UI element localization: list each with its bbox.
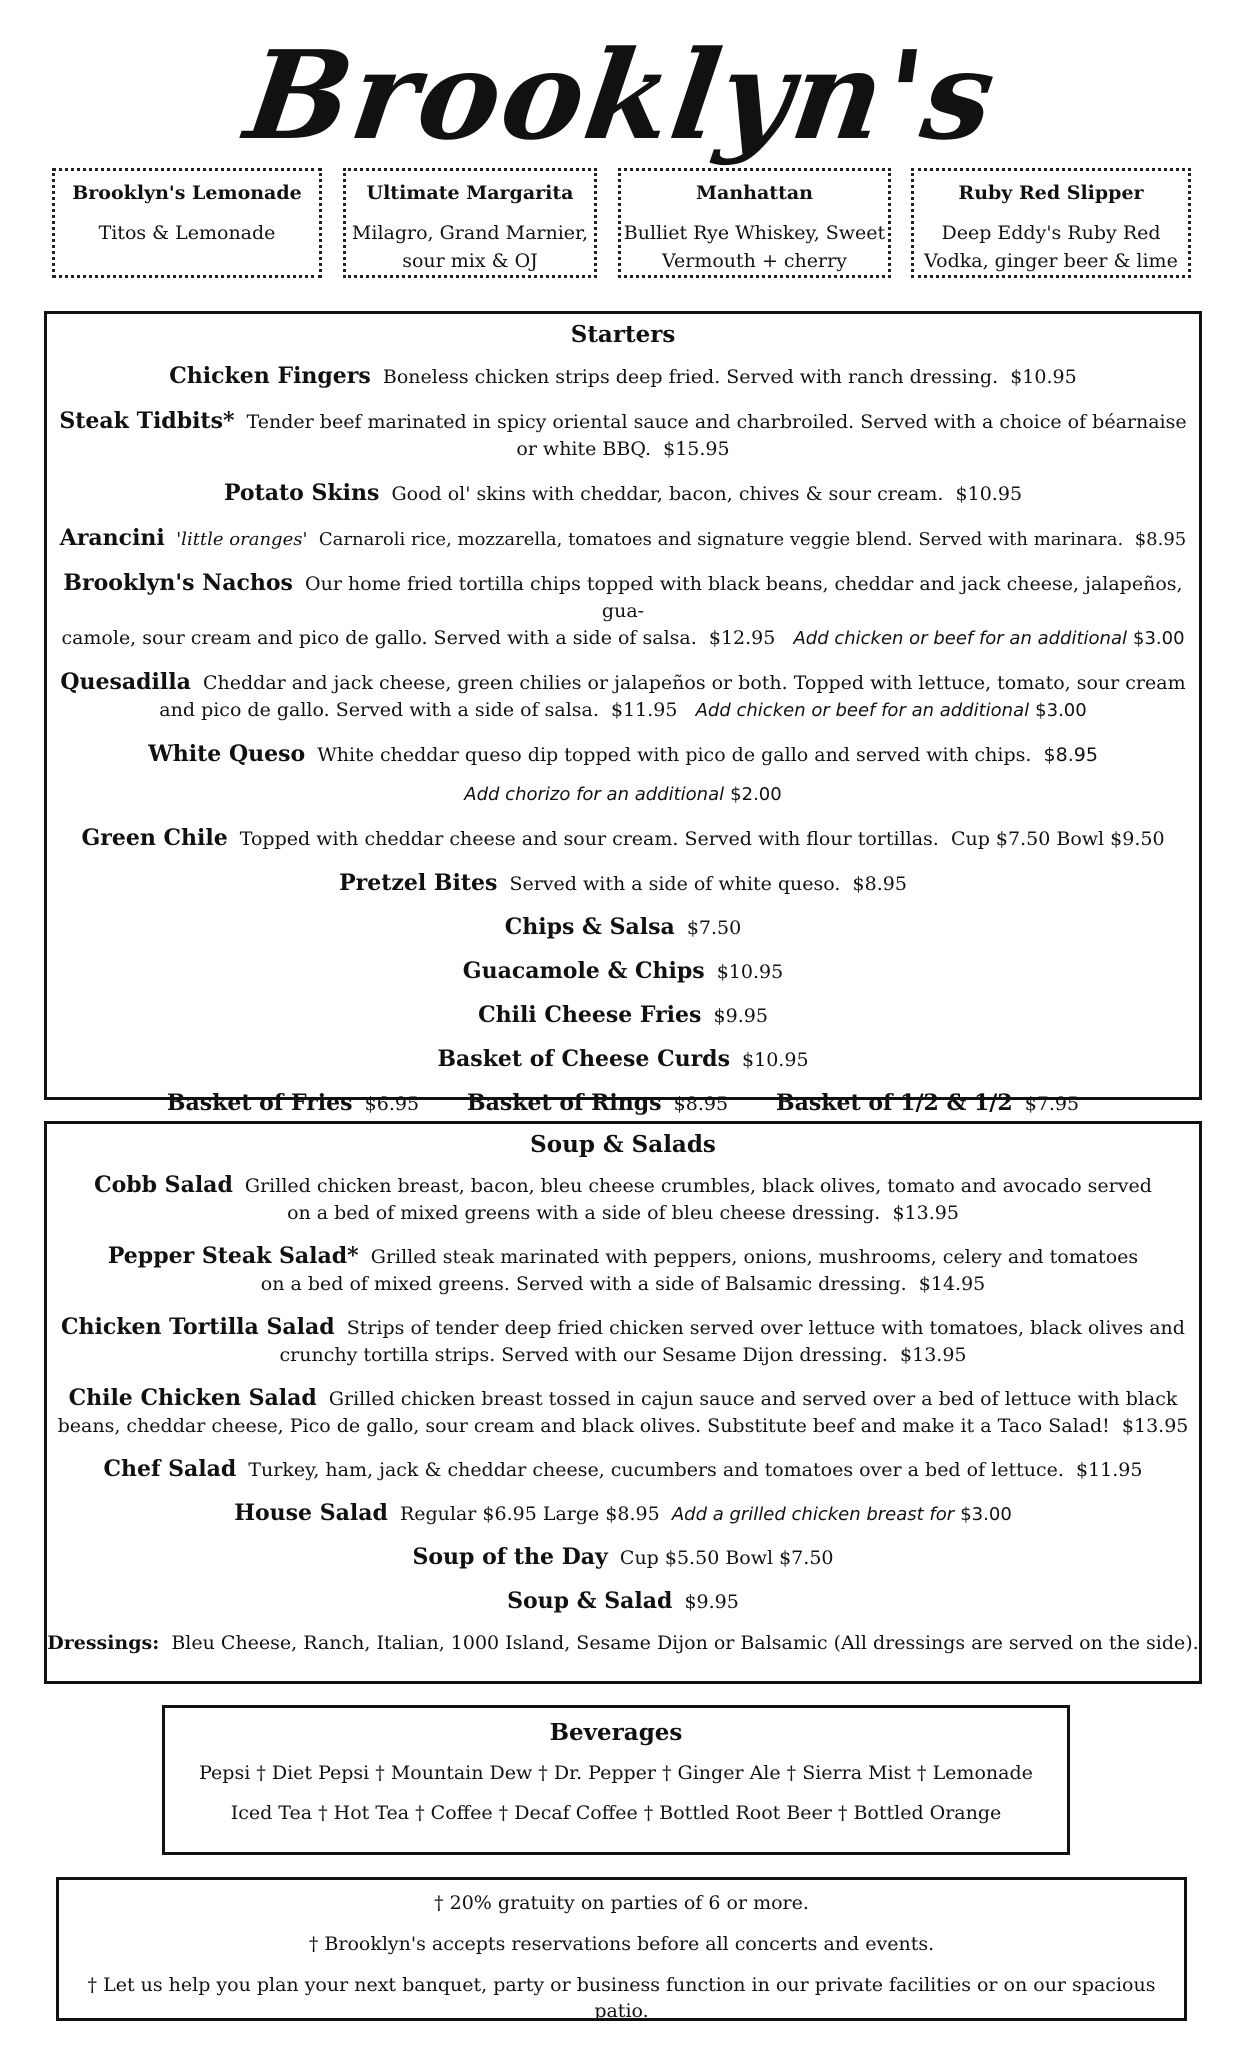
- cocktail-desc: Vermouth + cherry: [662, 250, 847, 272]
- cocktail-desc: Milagro, Grand Marnier,: [351, 222, 589, 244]
- cocktail-title: Manhattan: [696, 182, 813, 204]
- section-title: Starters: [570, 321, 676, 348]
- menu-item: Basket of Cheese Curds $10.95: [437, 1046, 809, 1072]
- menu-item: Quesadilla Cheddar and jack cheese, green chilies or jalapeños or both. Topped with lettuce, tomato, sour cream and pico de gallo. Served with a side of salsa. $11.95 Add chicken or beef for an additional $3.00: [60, 669, 1186, 721]
- footer-note: † Let us help you plan your next banquet, party or business function in our private facilities or on our spacious patio.: [87, 1974, 1156, 2022]
- menu-item: House Salad Regular $6.95 Large $8.95 Add a grilled chicken breast for $3.00: [234, 1500, 1012, 1526]
- menu-item-addon: Add chorizo for an additional $2.00: [464, 784, 782, 805]
- menu-item: Chicken Tortilla Salad Strips of tender deep fried chicken served over lettuce with tomatoes, black olives and crunchy tortilla strips. Served with our Sesame Dijon dressing. $13.95: [61, 1314, 1185, 1366]
- cocktail-title: Ultimate Margarita: [366, 182, 574, 204]
- menu-item: Basket of Rings $8.95: [467, 1090, 729, 1116]
- menu-item: Cobb Salad Grilled chicken breast, bacon, bleu cheese crumbles, black olives, tomato and avocado served on a bed of mixed greens with a side of bleu cheese dressing. $13.95: [94, 1172, 1152, 1224]
- cocktail-desc: Bulliet Rye Whiskey, Sweet: [623, 222, 886, 244]
- menu-item: Chile Chicken Salad Grilled chicken breast tossed in cajun sauce and served over a bed of lettuce with black beans, cheddar cheese, Pico de gallo, sour cream and black olives. Substitute beef and make it a Taco Salad! $13.95: [57, 1385, 1189, 1437]
- menu-item: Chips & Salsa $7.50: [504, 914, 742, 940]
- menu-item: White Queso White cheddar queso dip topped with pico de gallo and served with chips. $8.95: [148, 741, 1098, 767]
- menu-item: Guacamole & Chips $10.95: [462, 958, 784, 984]
- menu-item: Pretzel Bites Served with a side of white queso. $8.95: [339, 870, 907, 896]
- dressings-line: Dressings: Bleu Cheese, Ranch, Italian, 1000 Island, Sesame Dijon or Balsamic (All dressings are served on the side).: [47, 1632, 1199, 1654]
- menu-item: Soup of the Day Cup $5.50 Bowl $7.50: [412, 1544, 834, 1570]
- cocktail-title: Brooklyn's Lemonade: [72, 182, 302, 204]
- cocktail-desc: Vodka, ginger beer & lime: [924, 250, 1178, 272]
- section-title: Beverages: [549, 1719, 683, 1746]
- menu-item: Steak Tidbits* Tender beef marinated in spicy oriental sauce and charbroiled. Served with a choice of béarnaise or white BBQ. $15.95: [59, 408, 1187, 460]
- salads-panel: [44, 1121, 1202, 1684]
- footer-note: † 20% gratuity on parties of 6 or more.: [434, 1892, 809, 1914]
- menu-item: Chili Cheese Fries $9.95: [478, 1002, 768, 1028]
- menu-item: Chef Salad Turkey, ham, jack & cheddar cheese, cucumbers and tomatoes over a bed of lettuce. $11.95: [103, 1456, 1143, 1482]
- menu-item: Soup & Salad $9.95: [507, 1588, 739, 1614]
- cocktail-box: [343, 168, 597, 278]
- basket-row: [47, 1090, 1199, 1118]
- cocktail-box: [911, 168, 1191, 278]
- cocktail-boxes: [52, 168, 1192, 282]
- menu-item: Basket of Fries $6.95: [166, 1090, 420, 1116]
- cocktail-box: [618, 168, 891, 278]
- section-title: Soup & Salads: [530, 1131, 716, 1158]
- menu-item: Brooklyn's Nachos Our home fried tortilla chips topped with black beans, cheddar and jack cheese, jalapeños, gua- camole, sour cream and pico de gallo. Served with a side of salsa. $12.95 Add chicken or beef for an additional $3.00: [61, 570, 1185, 649]
- starters-panel: [44, 311, 1202, 1116]
- beverages-panel: [162, 1705, 1070, 1855]
- menu-item: Green Chile Topped with cheddar cheese and sour cream. Served with flour tortillas. Cup $7.50 Bowl $9.50: [81, 825, 1165, 851]
- cocktail-desc: Titos & Lemonade: [98, 222, 276, 244]
- cocktail-desc: Deep Eddy's Ruby Red: [941, 222, 1161, 244]
- menu-item: Basket of 1/2 & 1/2 $7.95: [776, 1090, 1080, 1116]
- restaurant-logo: Brooklyn's: [238, 23, 1005, 167]
- footer-panel: [56, 1877, 1187, 2021]
- menu-item: Potato Skins Good ol' skins with cheddar, bacon, chives & sour cream. $10.95: [223, 480, 1023, 506]
- cocktail-desc: sour mix & OJ: [402, 250, 538, 272]
- footer-note: † Brooklyn's accepts reservations before all concerts and events.: [308, 1933, 935, 1955]
- cocktail-box: [52, 168, 322, 278]
- beverage-list: Pepsi † Diet Pepsi † Mountain Dew † Dr. Pepper † Ginger Ale † Sierra Mist † Lemonade: [199, 1762, 1033, 1784]
- menu-item: Pepper Steak Salad* Grilled steak marinated with peppers, onions, mushrooms, celery and tomatoes on a bed of mixed greens. Served with a side of Balsamic dressing. $14.95: [107, 1243, 1139, 1295]
- beverage-list: Iced Tea † Hot Tea † Coffee † Decaf Coffee † Bottled Root Beer † Bottled Orange: [230, 1802, 1002, 1824]
- menu-item: Chicken Fingers Boneless chicken strips deep fried. Served with ranch dressing. $10.95: [169, 363, 1077, 389]
- cocktail-title: Ruby Red Slipper: [958, 182, 1144, 204]
- menu-item: Arancini 'little oranges' Carnaroli rice, mozzarella, tomatoes and signature veggie blend. Served with marinara. $8.95: [59, 525, 1187, 551]
